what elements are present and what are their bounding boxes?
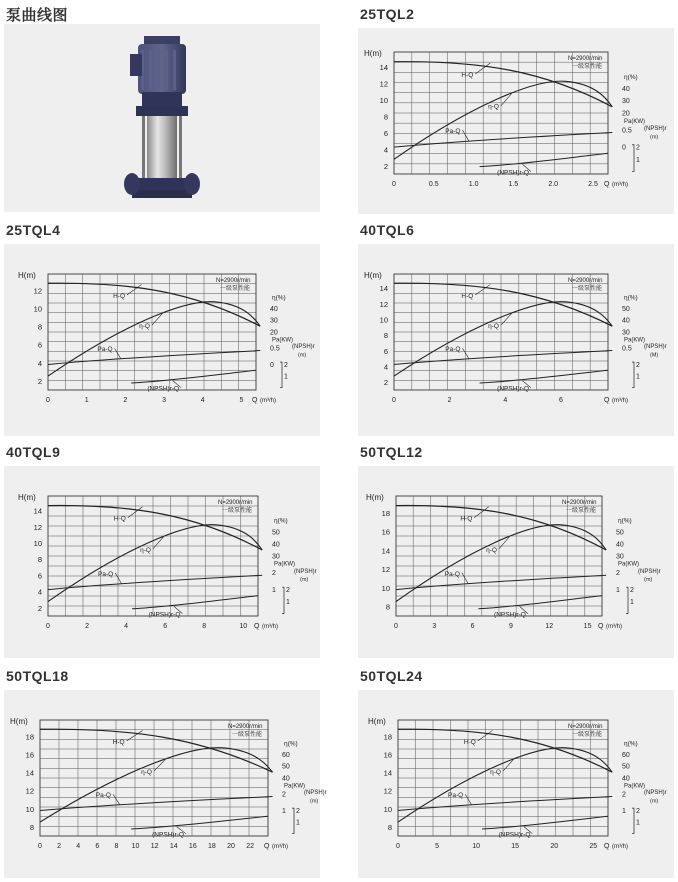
q-axis-letter: Q xyxy=(252,397,258,404)
stage-note: 一级泵性能 xyxy=(220,286,251,292)
h-axis-tick-label: 4 xyxy=(383,362,388,372)
h-axis-tick-label: 2 xyxy=(383,378,388,388)
speed-note: N=2900r/min xyxy=(568,56,603,62)
q-axis-tick-label: 0 xyxy=(46,397,50,404)
q-axis-label: (m³/h) xyxy=(262,624,278,630)
h-axis-tick-label: 10 xyxy=(33,304,42,314)
npsh-curve-label: (NPSH)r-Q xyxy=(494,611,526,619)
stage-note: 一级泵性能 xyxy=(232,732,263,738)
npsh-curve-label: (NPSH)r-Q xyxy=(148,611,181,619)
power-axis-tick-label: 2 xyxy=(282,791,286,799)
q-axis-letter: Q xyxy=(264,843,270,850)
q-axis-tick-label: 4 xyxy=(76,843,81,850)
q-axis-tick-label: 6 xyxy=(558,397,563,404)
h-axis-tick-label: 12 xyxy=(379,79,388,89)
efficiency-axis-label: η(%) xyxy=(624,73,638,81)
q-axis-tick-label: 5 xyxy=(239,397,244,404)
npsh-axis-unit: (m) xyxy=(300,577,309,584)
efficiency-axis-tick-label: 30 xyxy=(622,329,630,337)
h-axis-tick-label: 10 xyxy=(25,804,34,814)
pump-curve-chart-25tql4 xyxy=(4,244,320,436)
power-curve xyxy=(396,575,606,589)
h-axis-label: H(m) xyxy=(368,717,386,726)
pump-curve-svg xyxy=(358,466,674,658)
npsh-axis-tick-label: 1 xyxy=(636,819,640,827)
q-axis-tick-label: 3 xyxy=(432,623,437,630)
q-axis-tick-label: 12 xyxy=(150,843,159,850)
stage-note: 一级泵性能 xyxy=(572,64,603,70)
h-axis-tick-label: 4 xyxy=(383,145,388,155)
h-axis-tick-label: 10 xyxy=(383,804,392,814)
h-axis-tick-label: 10 xyxy=(379,315,388,325)
efficiency-axis-tick-label: 40 xyxy=(282,775,290,783)
stage-note: 一级泵性能 xyxy=(572,732,603,738)
power-curve xyxy=(394,133,612,148)
power-axis-zero-tick: 1 xyxy=(282,807,286,815)
power-curve xyxy=(398,797,612,811)
npsh-axis-tick-label: 2 xyxy=(636,144,640,152)
npsh-axis-tick-label: 1 xyxy=(636,373,640,381)
h-axis-tick-label: 6 xyxy=(383,346,388,356)
efficiency-axis-tick-label: 40 xyxy=(622,86,630,94)
q-axis-tick-label: 0 xyxy=(396,843,400,850)
pump-photo-panel xyxy=(4,24,320,212)
hq-curve-label: H-Q xyxy=(463,738,476,746)
power-axis-tick-label: 0.5 xyxy=(622,127,632,135)
q-axis-tick-label: 6 xyxy=(163,623,168,630)
q-axis-label: (m³/h) xyxy=(612,182,628,188)
h-axis-tick-label: 10 xyxy=(379,95,388,105)
q-axis-letter: Q xyxy=(604,397,610,404)
q-axis-tick-label: 2 xyxy=(85,623,90,630)
npsh-curve xyxy=(131,816,268,829)
q-axis-tick-label: 2 xyxy=(123,397,128,404)
efficiency-axis-label: η(%) xyxy=(624,294,638,302)
npsh-curve-label: (NPSH)r-Q xyxy=(498,831,531,839)
h-axis-tick-label: 4 xyxy=(37,358,42,368)
chart-title-50tql12: 50TQL12 xyxy=(360,444,423,460)
npsh-axis-bracket xyxy=(292,808,294,834)
efficiency-axis-tick-label: 20 xyxy=(622,110,630,118)
npsh-axis-unit: (m) xyxy=(310,798,319,805)
q-axis-tick-label: 9 xyxy=(508,623,513,630)
q-axis-tick-label: 6 xyxy=(470,623,475,630)
npsh-curve xyxy=(132,596,258,609)
q-axis-tick-label: 16 xyxy=(188,843,197,850)
efficiency-axis-tick-label: 30 xyxy=(622,98,630,106)
chart-title-50tql24: 50TQL24 xyxy=(360,668,423,684)
npsh-axis-bracket xyxy=(282,587,284,613)
efficiency-curve-label: η-Q xyxy=(488,103,499,111)
h-axis-label: H(m) xyxy=(10,717,28,726)
h-axis-tick-label: 12 xyxy=(383,786,392,796)
efficiency-axis-tick-label: 40 xyxy=(272,541,280,549)
hq-curve-label: H-Q xyxy=(461,71,474,79)
npsh-curve-label: (NPSH)r-Q xyxy=(497,169,529,177)
power-curve-label: Pa-Q xyxy=(448,792,464,800)
chart-title-25tql2: 25TQL2 xyxy=(360,6,415,22)
efficiency-axis-tick-label: 40 xyxy=(622,775,630,783)
power-axis-zero-tick: 0 xyxy=(270,361,274,369)
efficiency-axis-label: η(%) xyxy=(272,294,286,302)
h-axis-tick-label: 14 xyxy=(381,546,390,556)
power-curve-label: Pa-Q xyxy=(445,128,461,136)
efficiency-curve-label: η-Q xyxy=(486,546,497,554)
speed-note: N=2900r/min xyxy=(568,724,603,730)
h-axis-tick-label: 8 xyxy=(37,322,42,332)
pump-curve-svg xyxy=(358,28,674,214)
efficiency-axis-tick-label: 30 xyxy=(272,553,280,561)
power-curve-label: Pa-Q xyxy=(98,570,114,578)
q-axis-tick-label: 20 xyxy=(550,843,559,850)
power-curve-label-leader xyxy=(115,348,121,358)
hq-curve-label: H-Q xyxy=(460,515,473,523)
power-curve-label-leader xyxy=(113,794,120,804)
npsh-axis-tick-label: 2 xyxy=(284,361,288,369)
power-curve-label-leader xyxy=(115,573,121,584)
h-axis-tick-label: 8 xyxy=(29,822,34,832)
chart-title-40tql6: 40TQL6 xyxy=(360,222,415,238)
h-axis-tick-label: 16 xyxy=(381,527,390,537)
npsh-curve xyxy=(478,596,602,609)
chart-title-25tql4: 25TQL4 xyxy=(6,222,61,238)
npsh-curve-label: (NPSH)r-Q xyxy=(497,385,529,393)
h-axis-tick-label: 14 xyxy=(33,506,42,516)
npsh-axis-bracket xyxy=(632,808,634,834)
npsh-curve xyxy=(131,370,256,383)
speed-note: N=2900r/min xyxy=(228,724,263,730)
h-axis-tick-label: 16 xyxy=(383,750,392,760)
hq-curve-label: H-Q xyxy=(461,292,474,300)
h-axis-label: H(m) xyxy=(364,271,382,280)
npsh-curve xyxy=(480,370,608,383)
h-axis-tick-label: 12 xyxy=(25,786,34,796)
power-curve-label-leader xyxy=(465,794,471,804)
page-title: 泵曲线图 xyxy=(6,7,69,24)
power-curve-label-leader xyxy=(462,130,468,141)
power-curve-label: Pa-Q xyxy=(445,346,461,354)
npsh-axis-label: (NPSH)r xyxy=(644,790,667,797)
power-curve-label: Pa-Q xyxy=(97,346,113,354)
q-axis-tick-label: 1 xyxy=(84,397,89,404)
q-axis-tick-label: 3 xyxy=(162,397,167,404)
chart-title-40tql9: 40TQL9 xyxy=(6,444,61,460)
power-axis-zero-tick: 1 xyxy=(616,587,620,594)
power-axis-label: Pa(KW) xyxy=(624,118,645,125)
h-axis-tick-label: 14 xyxy=(25,768,34,778)
power-axis-tick-label: 2 xyxy=(616,570,620,578)
q-axis-letter: Q xyxy=(254,623,260,630)
npsh-axis-unit: (m) xyxy=(650,134,659,141)
q-axis-tick-label: 0 xyxy=(392,397,396,404)
h-axis-tick-label: 14 xyxy=(379,284,388,294)
power-axis-tick-label: 2 xyxy=(272,570,276,578)
power-curve xyxy=(394,351,612,365)
q-axis-tick-label: 12 xyxy=(545,623,554,630)
npsh-axis-bracket xyxy=(632,362,634,388)
q-axis-tick-label: 4 xyxy=(503,397,508,404)
efficiency-axis-label: η(%) xyxy=(284,740,298,748)
pump-curve-chart-40tql6 xyxy=(358,244,674,436)
npsh-axis-label: (NPSH)r xyxy=(644,344,667,351)
npsh-axis-unit: (m) xyxy=(650,798,659,805)
npsh-axis-label: (NPSH)r xyxy=(292,344,315,351)
h-axis-tick-label: 8 xyxy=(383,112,388,122)
pump-curve-chart-50tql12 xyxy=(358,466,674,658)
h-axis-tick-label: 6 xyxy=(37,340,42,350)
q-axis-tick-label: 0 xyxy=(392,181,396,188)
q-axis-tick-label: 10 xyxy=(239,623,248,630)
npsh-axis-tick-label: 2 xyxy=(286,587,290,594)
q-axis-tick-label: 8 xyxy=(114,843,119,850)
h-axis-tick-label: 14 xyxy=(379,62,388,72)
q-axis-tick-label: 14 xyxy=(169,843,178,850)
pump-curve-chart-40tql9 xyxy=(4,466,320,658)
speed-note: N=2900r/min xyxy=(568,278,603,284)
power-curve xyxy=(40,797,273,811)
npsh-axis-unit: (m) xyxy=(644,577,653,584)
h-axis-tick-label: 18 xyxy=(381,508,390,518)
pump-curve-svg xyxy=(4,690,327,878)
h-axis-tick-label: 12 xyxy=(33,286,42,296)
q-axis-tick-label: 8 xyxy=(202,623,207,630)
h-axis-tick-label: 12 xyxy=(381,565,390,575)
efficiency-axis-tick-label: 60 xyxy=(622,752,630,760)
power-axis-zero-tick: 1 xyxy=(272,587,276,594)
hq-curve-label: H-Q xyxy=(113,292,126,300)
power-axis-label: Pa(KW) xyxy=(272,337,293,344)
efficiency-axis-tick-label: 20 xyxy=(270,329,278,337)
q-axis-label: (m³/h) xyxy=(612,398,628,404)
efficiency-axis-tick-label: 40 xyxy=(616,541,624,549)
h-axis-label: H(m) xyxy=(364,49,382,58)
npsh-axis-bracket xyxy=(280,362,282,388)
npsh-axis-tick-label: 2 xyxy=(296,807,300,815)
hq-curve-label: H-Q xyxy=(112,738,125,746)
pump-curve-chart-25tql2 xyxy=(358,28,674,214)
efficiency-curve-label: η-Q xyxy=(140,546,151,554)
h-axis-tick-label: 14 xyxy=(383,768,392,778)
q-axis-tick-label: 0 xyxy=(394,623,398,630)
npsh-axis-tick-label: 2 xyxy=(636,807,640,815)
npsh-axis-label: (NPSH)r xyxy=(638,568,661,575)
q-axis-letter: Q xyxy=(604,181,610,188)
pump-curve-chart-50tql18 xyxy=(4,690,327,878)
npsh-curve-label: (NPSH)r-Q xyxy=(152,831,184,839)
power-axis-label: Pa(KW) xyxy=(618,561,639,568)
q-axis-tick-label: 2.5 xyxy=(588,181,598,188)
q-axis-tick-label: 0 xyxy=(46,623,50,630)
efficiency-curve-label: η-Q xyxy=(139,323,150,331)
q-axis-tick-label: 10 xyxy=(131,843,140,850)
q-axis-tick-label: 2 xyxy=(447,397,452,404)
npsh-curve-label: (NPSH)r-Q xyxy=(147,385,180,393)
q-axis-label: (m³/h) xyxy=(606,624,622,630)
efficiency-curve-label: η-Q xyxy=(488,323,499,331)
h-axis-tick-label: 6 xyxy=(37,571,42,581)
efficiency-axis-tick-label: 60 xyxy=(282,752,290,760)
efficiency-axis-tick-label: 50 xyxy=(282,763,290,771)
q-axis-label: (m³/h) xyxy=(260,398,276,404)
h-axis-tick-label: 2 xyxy=(37,376,42,386)
power-curve xyxy=(48,575,262,589)
q-axis-letter: Q xyxy=(598,623,604,630)
efficiency-axis-tick-label: 50 xyxy=(616,529,624,537)
npsh-axis-unit: (m) xyxy=(298,352,307,359)
efficiency-axis-tick-label: 40 xyxy=(270,306,278,314)
q-axis-tick-label: 15 xyxy=(583,623,592,630)
npsh-axis-tick-label: 2 xyxy=(630,587,634,594)
npsh-axis-tick-label: 1 xyxy=(286,599,290,606)
efficiency-axis-tick-label: 40 xyxy=(622,317,630,325)
npsh-axis-bracket xyxy=(632,145,634,172)
h-axis-tick-label: 2 xyxy=(37,603,42,613)
npsh-axis-label: (NPSH)r xyxy=(294,568,317,575)
q-axis-tick-label: 5 xyxy=(435,843,440,850)
stage-note: 一级泵性能 xyxy=(222,508,253,514)
h-axis-tick-label: 8 xyxy=(37,555,42,565)
power-axis-label: Pa(KW) xyxy=(624,783,645,790)
h-axis-label: H(m) xyxy=(18,271,36,280)
efficiency-axis-tick-label: 30 xyxy=(616,553,624,561)
h-axis-tick-label: 18 xyxy=(383,732,392,742)
efficiency-curve-label: η-Q xyxy=(490,769,501,777)
npsh-axis-tick-label: 1 xyxy=(284,373,288,381)
q-axis-tick-label: 25 xyxy=(589,843,598,850)
speed-note: N=2900r/min xyxy=(218,500,253,506)
efficiency-axis-tick-label: 30 xyxy=(270,317,278,325)
q-axis-tick-label: 0.5 xyxy=(428,181,439,188)
stage-note: 一级泵性能 xyxy=(566,508,597,514)
h-axis-tick-label: 8 xyxy=(383,331,388,341)
power-axis-tick-label: 0.5 xyxy=(270,345,280,353)
q-axis-tick-label: 15 xyxy=(511,843,520,850)
q-axis-tick-label: 1.0 xyxy=(468,181,479,188)
h-axis-tick-label: 4 xyxy=(37,587,42,597)
q-axis-tick-label: 20 xyxy=(227,843,235,850)
q-axis-tick-label: 18 xyxy=(208,843,216,850)
q-axis-tick-label: 2 xyxy=(57,843,62,850)
stage-note: 一级泵性能 xyxy=(572,286,603,292)
efficiency-axis-label: η(%) xyxy=(618,517,632,525)
chart-title-50tql18: 50TQL18 xyxy=(6,668,69,684)
power-axis-label: Pa(KW) xyxy=(624,337,645,344)
power-axis-label: Pa(KW) xyxy=(274,561,295,568)
efficiency-axis-label: η(%) xyxy=(624,740,638,748)
q-axis-tick-label: 0 xyxy=(38,843,42,850)
speed-note: N=2900r/min xyxy=(562,500,597,506)
npsh-axis-label: (NPSH)r xyxy=(304,790,327,797)
power-axis-zero-tick: 1 xyxy=(622,807,626,815)
power-axis-tick-label: 2 xyxy=(622,791,626,799)
power-curve-label-leader xyxy=(462,573,468,584)
pump-curve-svg xyxy=(358,690,674,878)
power-axis-label: Pa(KW) xyxy=(284,783,305,790)
power-curve-label: Pa-Q xyxy=(95,792,111,800)
efficiency-axis-label: η(%) xyxy=(274,517,288,525)
hq-curve-label: H-Q xyxy=(113,515,126,523)
pump-curve-svg xyxy=(4,466,320,658)
h-axis-tick-label: 16 xyxy=(25,750,34,760)
efficiency-axis-tick-label: 50 xyxy=(272,529,280,537)
h-axis-tick-label: 8 xyxy=(387,822,392,832)
speed-note: N=2900r/min xyxy=(216,278,251,284)
q-axis-tick-label: 10 xyxy=(472,843,481,850)
efficiency-axis-tick-label: 50 xyxy=(622,763,630,771)
q-axis-label: (m³/h) xyxy=(612,844,628,850)
power-axis-zero-tick: 0 xyxy=(622,144,626,152)
h-axis-tick-label: 10 xyxy=(33,539,42,549)
h-axis-tick-label: 12 xyxy=(33,522,42,532)
h-axis-label: H(m) xyxy=(366,493,384,502)
npsh-axis-label: (NPSH)r xyxy=(644,126,667,133)
h-axis-label: H(m) xyxy=(18,493,36,502)
power-curve-label: Pa-Q xyxy=(444,570,460,578)
npsh-axis-bracket xyxy=(626,587,628,613)
q-axis-label: (m³/h) xyxy=(272,844,288,850)
q-axis-tick-label: 4 xyxy=(124,623,129,630)
q-axis-tick-label: 1.5 xyxy=(508,181,519,188)
power-curve xyxy=(48,351,260,365)
power-axis-tick-label: 0.5 xyxy=(622,345,632,353)
power-curve-label-leader xyxy=(462,348,468,358)
npsh-curve xyxy=(480,153,608,166)
h-axis-tick-label: 18 xyxy=(25,732,34,742)
npsh-curve xyxy=(482,816,608,829)
q-axis-tick-label: 4 xyxy=(200,397,205,404)
pump-curve-svg xyxy=(4,244,320,436)
q-axis-tick-label: 6 xyxy=(95,843,100,850)
h-axis-tick-label: 6 xyxy=(383,128,388,138)
npsh-axis-tick-label: 1 xyxy=(636,156,640,164)
pump-illustration xyxy=(4,24,320,212)
h-axis-tick-label: 8 xyxy=(385,602,390,612)
npsh-axis-tick-label: 2 xyxy=(636,361,640,369)
q-axis-tick-label: 2.0 xyxy=(548,181,559,188)
h-axis-tick-label: 2 xyxy=(383,161,388,171)
pump-curve-svg xyxy=(358,244,674,436)
npsh-axis-tick-label: 1 xyxy=(296,819,300,827)
efficiency-axis-tick-label: 50 xyxy=(622,306,630,314)
efficiency-curve-label: η-Q xyxy=(141,769,152,777)
npsh-axis-tick-label: 1 xyxy=(630,599,634,606)
h-axis-tick-label: 12 xyxy=(379,299,388,309)
q-axis-tick-label: 22 xyxy=(246,843,255,850)
npsh-axis-unit: (M) xyxy=(650,352,659,359)
q-axis-letter: Q xyxy=(604,843,610,850)
pump-curve-chart-50tql24 xyxy=(358,690,674,878)
h-axis-tick-label: 10 xyxy=(381,583,390,593)
